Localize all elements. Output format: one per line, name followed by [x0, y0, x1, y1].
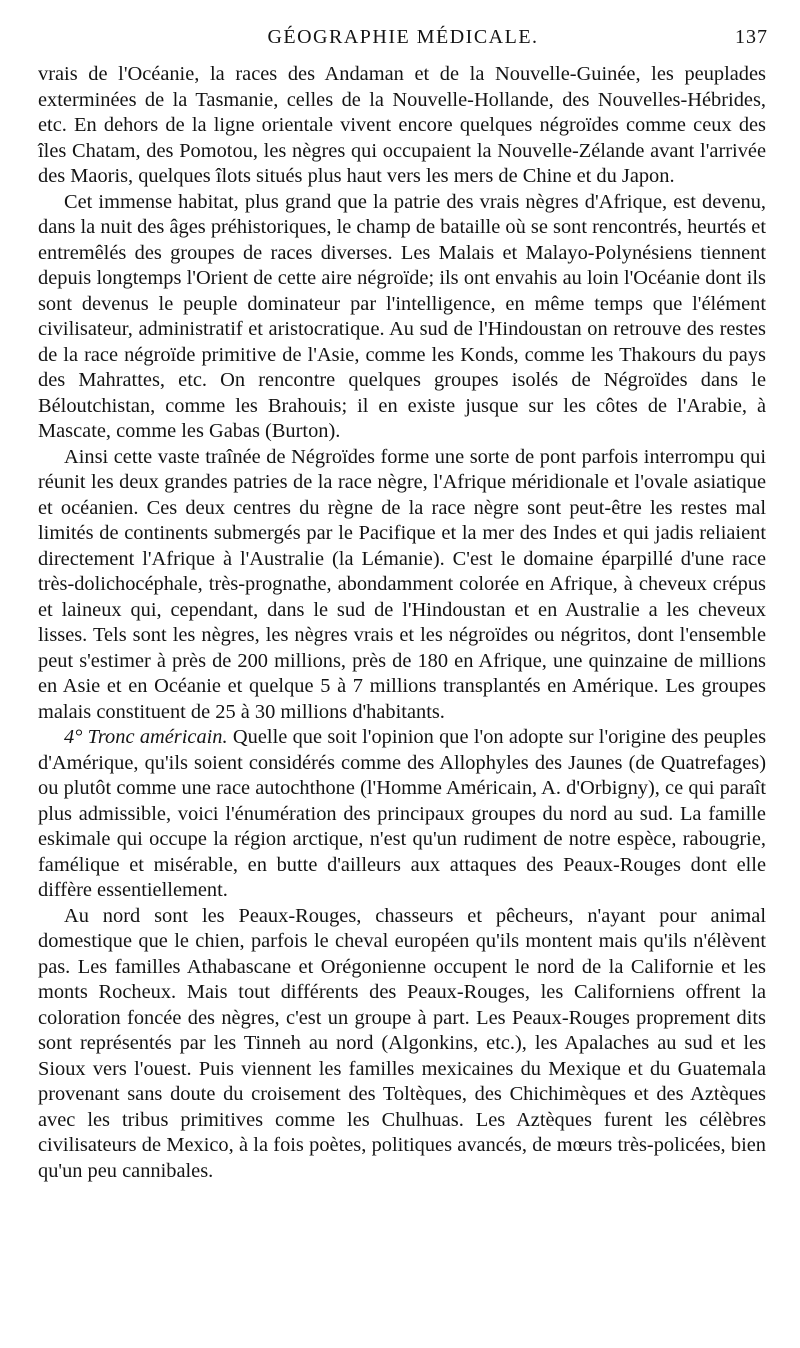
running-header [38, 26, 768, 56]
page-number: 137 [735, 26, 768, 48]
paragraph-3 [38, 445, 766, 726]
section-heading-tronc-americain: 4° Tronc américain. [64, 726, 228, 748]
running-title: GÉOGRAPHIE MÉDICALE. [267, 26, 539, 48]
paragraph-1 [38, 62, 766, 190]
paragraph-2-text: Cet immense habitat, plus grand que la patrie des vrais nègres d'Afrique, est devenu, dans la nuit des âges préhistoriques, le champ de bataille où se sont rencontrés, heurtés et entremêlés des groupes de races diverses. Les Malais et Malayo-Polynésiens tiennent depuis longtemps l'Orient de cette aire négroïde; ils ont envahis au loin l'Océanie dont ils sont devenus le peuple dominateur par l'intelligence, en même temps que l'élément civilisateur, administratif et aristocratique. Au sud de l'Hindoustan on retrouve des restes de la race négroïde primitive de l'Asie, comme les Konds, comme les Thakours du pays des Mahrattes, etc. On rencontre quelques groupes isolés de Négroïdes dans le Béloutchistan, comme les Brahouis; il en existe jusque sur les côtes de l'Arabie, à Mascate, comme les Gabas (Burton). [38, 190, 766, 442]
paragraph-4 [38, 725, 766, 904]
body-text [38, 62, 766, 1184]
paragraph-3-text: Ainsi cette vaste traînée de Négroïdes forme une sorte de pont parfois interrompu qui réunit les deux grandes patries de la race nègre, l'Afrique méridionale et l'ovale asiatique et océanien. Ces deux centres du règne de la race nègre sont peut-être les restes mal limités de continents submergés par le Pacifique et la mer des Indes et qui jadis reliaient directement l'Afrique à l'Australie (la Lémanie). C'est le domaine éparpillé d'une race très-dolichocéphale, très-prognathe, abondamment colorée en Afrique, à cheveux crépus et laineux qui, cependant, dans le sud de l'Hindoustan et en Australie a les cheveux lisses. Tels sont les nègres, les nègres vrais et les négroïdes ou négritos, dont l'ensemble peut s'estimer à près de 200 millions, près de 180 en Afrique, une quinzaine de millions en Asie et en Océanie et quelque 5 à 7 millions transplantés en Amérique. Les groupes malais constituent de 25 à 30 millions d'habitants. [38, 445, 766, 723]
paragraph-1-text: vrais de l'Océanie, la races des Andaman et de la Nouvelle-Guinée, les peuplades exterminées de la Tasmanie, celles de la Nouvelle-Hollande, des Nouvelles-Hébrides, etc. En dehors de la ligne orientale vivent encore quelques négroïdes comme ceux des îles Chatam, des Pomotou, les nègres qui occupaient la Nouvelle-Zélande avant l'arrivée des Maoris, quelques îlots situés plus haut vers les mers de Chine et du Japon. [38, 63, 766, 187]
paragraph-5-text: Au nord sont les Peaux-Rouges, chasseurs et pêcheurs, n'ayant pour animal domestique que le chien, parfois le cheval européen qu'ils montent mais qu'ils n'élèvent pas. Les familles Athabascane et Orégonienne occupent le nord de la Californie et les monts Rocheux. Mais tout différents des Peaux-Rouges, les Californiens offrent la coloration foncée des nègres, c'est un groupe à part. Les Peaux-Rouges proprement dits sont représentés par les Tinneh au nord (Algonkins, etc.), les Apalaches au sud et les Sioux vers l'ouest. Puis viennent les familles mexicaines du Mexique et du Guatemala provenant sans doute du croisement des Toltèques, des Chichimèques et des Aztèques avec les tribus primitives comme les Chulhuas. Les Aztèques furent les célèbres civilisateurs de Mexico, à la fois poètes, politiques avancés, de mœurs très-policées, bien qu'un peu cannibales. [38, 904, 766, 1182]
paragraph-2 [38, 190, 766, 445]
paragraph-4-text: Quelle que soit l'opinion que l'on adopte sur l'origine des peuples d'Amérique, qu'ils soient considérés comme des Allophyles des Jaunes (de Quatrefages) ou plutôt comme une race autochthone (l'Homme Américain, A. d'Orbigny), ce qui paraît plus admissible, voici l'énumération des principaux groupes du nord au sud. La famille eskimale qui occupe la région arctique, n'est qu'un rudiment de notre espèce, rabougrie, famélique et misérable, en butte d'ailleurs aux attaques des Peaux-Rouges dont elle diffère essentiellement. [38, 726, 767, 901]
paragraph-5 [38, 904, 766, 1185]
